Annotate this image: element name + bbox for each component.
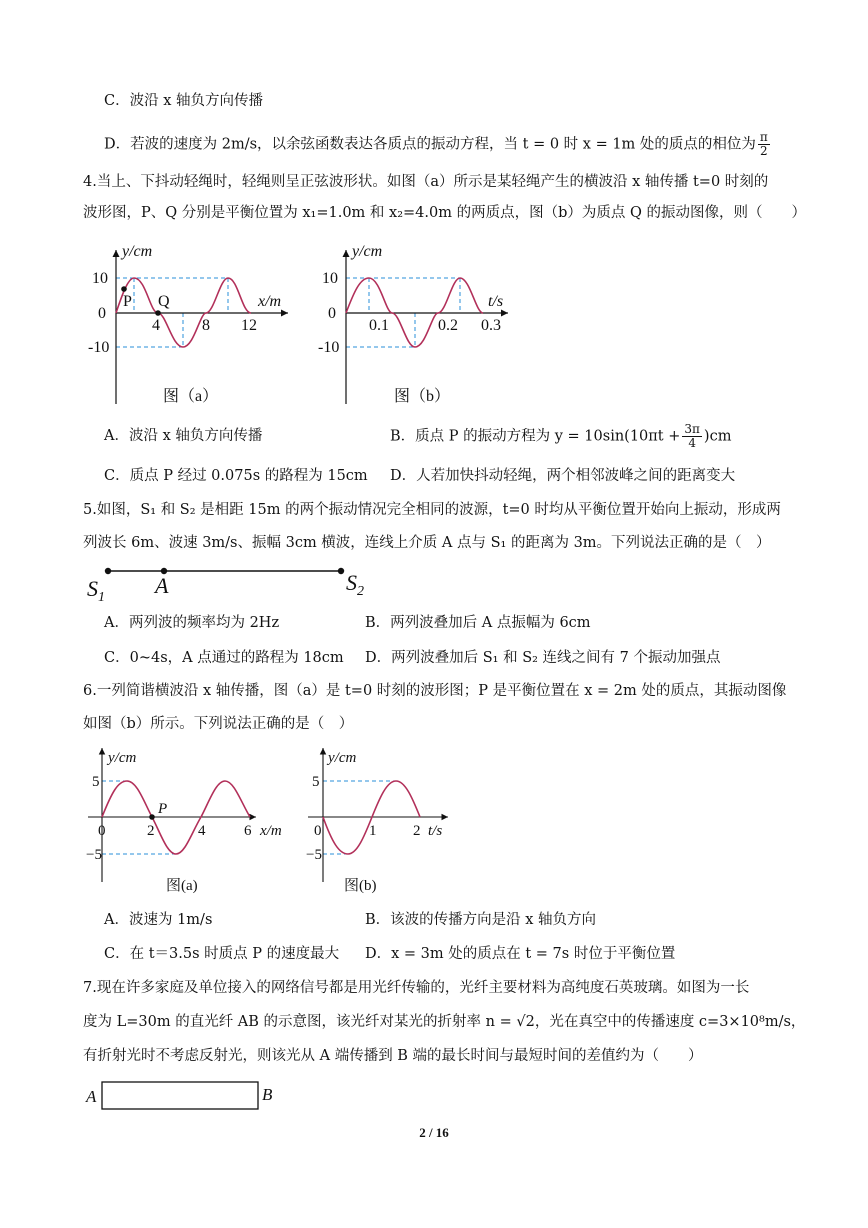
q6a-xlabel: x/m [260,823,282,839]
q6-figure-a [84,742,294,900]
q6b-xlabel: t/s [428,823,443,839]
q5-s1-label: $S_1$ [87,576,105,604]
q6a-ylabel: y/cm [108,750,137,766]
q6-stem-line1: 6.一列简谐横波沿 x 轴传播，图（a）是 t=0 时刻的波形图；P 是平衡位置在 x = 2m 处的质点，其振动图像 [83,683,787,699]
q4a-xtick-8: 8 [202,317,210,334]
q4a-ytick-neg10: -10 [88,339,110,356]
q4a-label-q: Q [158,293,170,310]
q4a-point-q [155,310,161,316]
q5-s2-label: $S_2$ [346,570,364,599]
q6a-xtick-2: 2 [147,823,155,839]
q6-option-c: C．在 t＝3.5s 时质点 P 的速度最大 [104,946,340,962]
q7-figure [84,1079,284,1113]
q5-figure [84,560,384,604]
q4a-ylabel: y/cm [122,243,153,260]
q4a-xtick-4: 4 [152,317,160,334]
q5-stem-line1: 5.如图，S₁ 和 S₂ 是相距 15m 的两个振动情况完全相同的波源，t=0 时均从平衡位置开始向上振动，形成两 [83,502,781,518]
q6-option-a: A．波速为 1m/s [104,912,213,928]
q6-option-b: B．该波的传播方向是沿 x 轴负方向 [365,912,597,928]
q6a-xtick-4: 4 [198,823,206,839]
q7-fiber-rect [102,1082,258,1109]
q6-figure-b [300,742,460,900]
q4b-ytick-10: 10 [322,270,338,287]
q4a-ytick-10: 10 [92,270,108,287]
q6a-ytick-neg5: −5 [86,847,102,863]
q3-phase-fraction: $\frac{\pi}{2}$ [759,130,768,158]
q6a-ytick-5: 5 [92,774,100,790]
q4-option-a: A．波沿 x 轴负方向传播 [104,428,263,444]
q4a-label-p: P [123,293,132,310]
q4b-ylabel: y/cm [352,243,383,260]
q7-label-a: A [86,1087,97,1106]
q4-option-b: B．质点 P 的振动方程为 y = 10sin(10πt + $\frac{3\pi}{4}$ )cm [390,422,732,450]
q4a-xlabel: x/m [258,293,282,310]
q3-option-d: D．若波的速度为 2m/s，以余弦函数表达各质点的振动方程，当 t = 0 时 x = 1m 处的质点的相位为 $\frac{\pi}{2}$ [104,130,768,158]
q5-stem-line2: 列波长 6m、波速 3m/s、振幅 3cm 横波，连线上介质 A 点与 S₁ 的距离为 3m。下列说法正确的是（ ） [83,535,771,551]
q6a-xtick-0: 0 [98,823,106,839]
q6-option-d: D．x = 3m 处的质点在 t = 7s 时位于平衡位置 [365,946,676,962]
q7-stem-line1: 7.现在许多家庭及单位接入的网络信号都是用光纤传输的，光纤主要材料为高纯度石英玻璃。如图为一长 [83,980,750,996]
q7-stem-line3: 有折射光时不考虑反射光，则该光从 A 端传播到 B 端的最长时间与最短时间的差值约为（ ） [83,1048,703,1064]
q6-stem-line2: 如图（b）所示。下列说法正确的是（ ） [83,716,354,732]
q6a-point-p [149,814,155,820]
q7-stem-line2: 度为 L=30m 的直光纤 AB 的示意图，该光纤对某光的折射率 n = √2，光在真空中的传播速度 c=3×10⁸m/s， [83,1014,806,1030]
q4b-caption: 图（b） [394,388,451,405]
q5-option-d: D．两列波叠加后 S₁ 和 S₂ 连线之间有 7 个振动加强点 [365,650,721,666]
q7-label-b: B [262,1085,273,1104]
page-number: 2 / 16 [419,1125,449,1140]
q6b-xtick-2: 2 [413,823,421,839]
q4a-caption: 图（a） [163,388,219,405]
q6a-label-p: P [158,801,168,817]
q5-option-b: B．两列波叠加后 A 点振幅为 6cm [365,615,591,631]
q6b-xtick-1: 1 [369,823,377,839]
q4-figure-b [318,236,538,411]
q4a-point-p [121,286,127,292]
q4b-xtick-03: 0.3 [481,317,501,334]
q4a-xtick-12: 12 [241,317,257,334]
q6a-caption: 图(a) [166,878,198,894]
q4b-xtick-02: 0.2 [438,317,458,334]
q4-optb-fraction: $\frac{3\pi}{4}$ [684,422,700,450]
q5-option-a: A．两列波的频率均为 2Hz [104,615,280,631]
q6b-ytick-5: 5 [312,774,320,790]
q4b-ytick-neg10: -10 [318,339,340,356]
q4-figure-a [88,236,303,411]
q6b-caption: 图(b) [344,878,377,894]
q6b-ytick-neg5: −5 [306,847,322,863]
q4b-xtick-01: 0.1 [369,317,389,334]
q3-option-c: C．波沿 x 轴负方向传播 [104,93,263,109]
q5-a-label: A [155,573,169,598]
q4-option-c: C．质点 P 经过 0.075s 的路程为 15cm [104,468,368,484]
q4b-xlabel: t/s [488,293,504,310]
q4a-ytick-0: 0 [98,305,106,322]
q5-option-c: C．0~4s，A 点通过的路程为 18cm [104,650,344,666]
q6a-xtick-6: 6 [244,823,252,839]
q4-stem-line1: 4.当上、下抖动轻绳时，轻绳则呈正弦波形状。如图（a）所示是某轻绳产生的横波沿 x 轴传播 t=0 时刻的 [83,174,769,190]
q6b-xtick-0: 0 [314,823,322,839]
q4-stem-line2: 波形图，P、Q 分别是平衡位置为 x₁=1.0m 和 x₂=4.0m 的两质点，图（b）为质点 Q 的振动图像，则（ ） [83,205,806,221]
q4b-ytick-0: 0 [328,305,336,322]
q6b-ylabel: y/cm [328,750,357,766]
q4-option-d: D．人若加快抖动轻绳，两个相邻波峰之间的距离变大 [390,468,736,484]
